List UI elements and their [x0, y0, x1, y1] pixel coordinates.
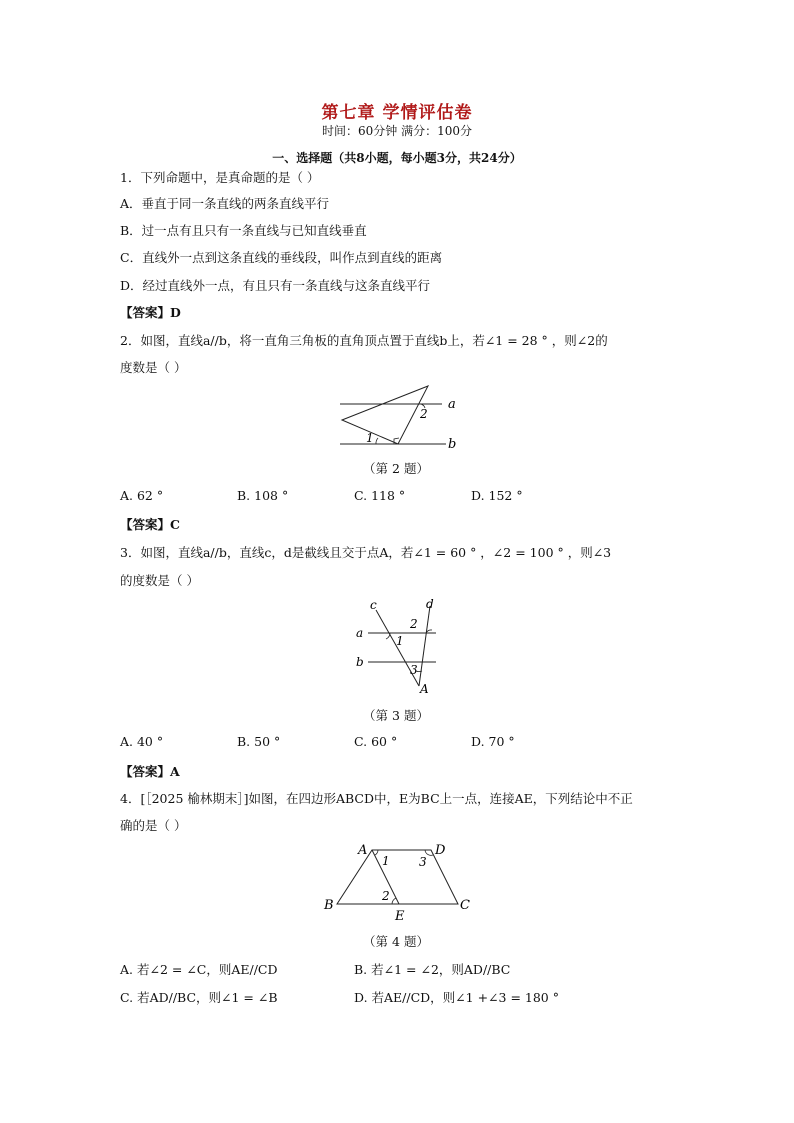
q3-caption: （第 3 题） [363, 708, 429, 723]
q3-option-c: C. 60 ° [354, 734, 398, 749]
q2-label-a: a [448, 397, 456, 412]
q3-stem-line2: 的度数是（ ） [120, 573, 199, 588]
q2-label-1: 1 [366, 431, 374, 445]
q3-option-d: D. 70 ° [471, 734, 515, 749]
q4-label-1: 1 [382, 854, 390, 868]
q3-label-a: a [356, 626, 364, 640]
q2-figure [330, 380, 470, 452]
q3-figure [350, 596, 450, 698]
q3-label-3: 3 [410, 663, 418, 677]
q4-option-a: A. 若∠2 = ∠C，则AE//CD [120, 962, 278, 977]
q3-answer: 【答案】A [120, 764, 180, 779]
q2-option-d: D. 152 ° [471, 488, 523, 503]
q3-label-d: d [426, 597, 434, 611]
q3-label-A: A [420, 682, 429, 696]
q4-figure [320, 838, 480, 924]
q4-label-E: E [395, 909, 405, 924]
q2-stem-line2: 度数是（ ） [120, 360, 187, 375]
q4-label-A: A [358, 843, 368, 858]
q1-option-b: B．过一点有且只有一条直线与已知直线垂直 [120, 223, 367, 238]
exam-info: 时间：60分钟 满分：100分 [322, 124, 472, 138]
q1-option-a: A．垂直于同一条直线的两条直线平行 [120, 196, 330, 211]
q3-label-1: 1 [396, 634, 404, 648]
q2-stem-line1: 2．如图，直线a//b，将一直角三角板的直角顶点置于直线b上，若∠1 = 28 ° ，则∠2的 [120, 333, 608, 348]
q4-option-c: C. 若AD//BC，则∠1 = ∠B [120, 990, 278, 1005]
q2-option-c: C. 118 ° [354, 488, 406, 503]
q4-option-d: D. 若AE//CD，则∠1 +∠3 = 180 ° [354, 990, 559, 1005]
q4-label-B: B [324, 898, 334, 913]
q3-option-a: A. 40 ° [120, 734, 164, 749]
q2-label-b: b [448, 437, 457, 452]
q4-stem-line1: 4．[［2025 榆林期末］]如图，在四边形ABCD中，E为BC上一点，连接AE，下列结论中不正 [120, 791, 633, 806]
q1-option-d: D．经过直线外一点，有且只有一条直线与这条直线平行 [120, 278, 431, 293]
q2-caption: （第 2 题） [363, 461, 429, 476]
q2-option-a: A. 62 ° [120, 488, 164, 503]
q4-label-D: D [435, 843, 446, 858]
q3-stem-line1: 3．如图，直线a//b，直线c，d是截线且交于点A，若∠1 = 60 ° ，∠2 = 100 ° ，则∠3 [120, 545, 612, 560]
q2-answer: 【答案】C [120, 517, 180, 532]
q1-answer: 【答案】D [120, 305, 181, 320]
q4-option-b: B. 若∠1 = ∠2，则AD//BC [354, 962, 511, 977]
q4-label-3: 3 [419, 855, 427, 869]
q3-option-b: B. 50 ° [237, 734, 281, 749]
q1-option-c: C．直线外一点到这条直线的垂线段，叫作点到直线的距离 [120, 250, 443, 265]
q4-caption: （第 4 题） [363, 934, 429, 949]
q1-stem: 1．下列命题中，是真命题的是（ ） [120, 170, 320, 185]
q4-label-C: C [460, 898, 470, 913]
section-heading: 一、选择题（共8小题，每小题3分，共24分） [272, 151, 522, 165]
q4-stem-line2: 确的是（ ） [120, 818, 187, 833]
q3-label-c: c [370, 598, 377, 612]
q3-label-b: b [356, 655, 364, 669]
page-title: 第七章 学情评估卷 [321, 103, 473, 123]
q4-label-2: 2 [382, 889, 390, 903]
q3-label-2: 2 [410, 617, 418, 631]
q2-option-b: B. 108 ° [237, 488, 289, 503]
q2-label-2: 2 [420, 407, 428, 421]
